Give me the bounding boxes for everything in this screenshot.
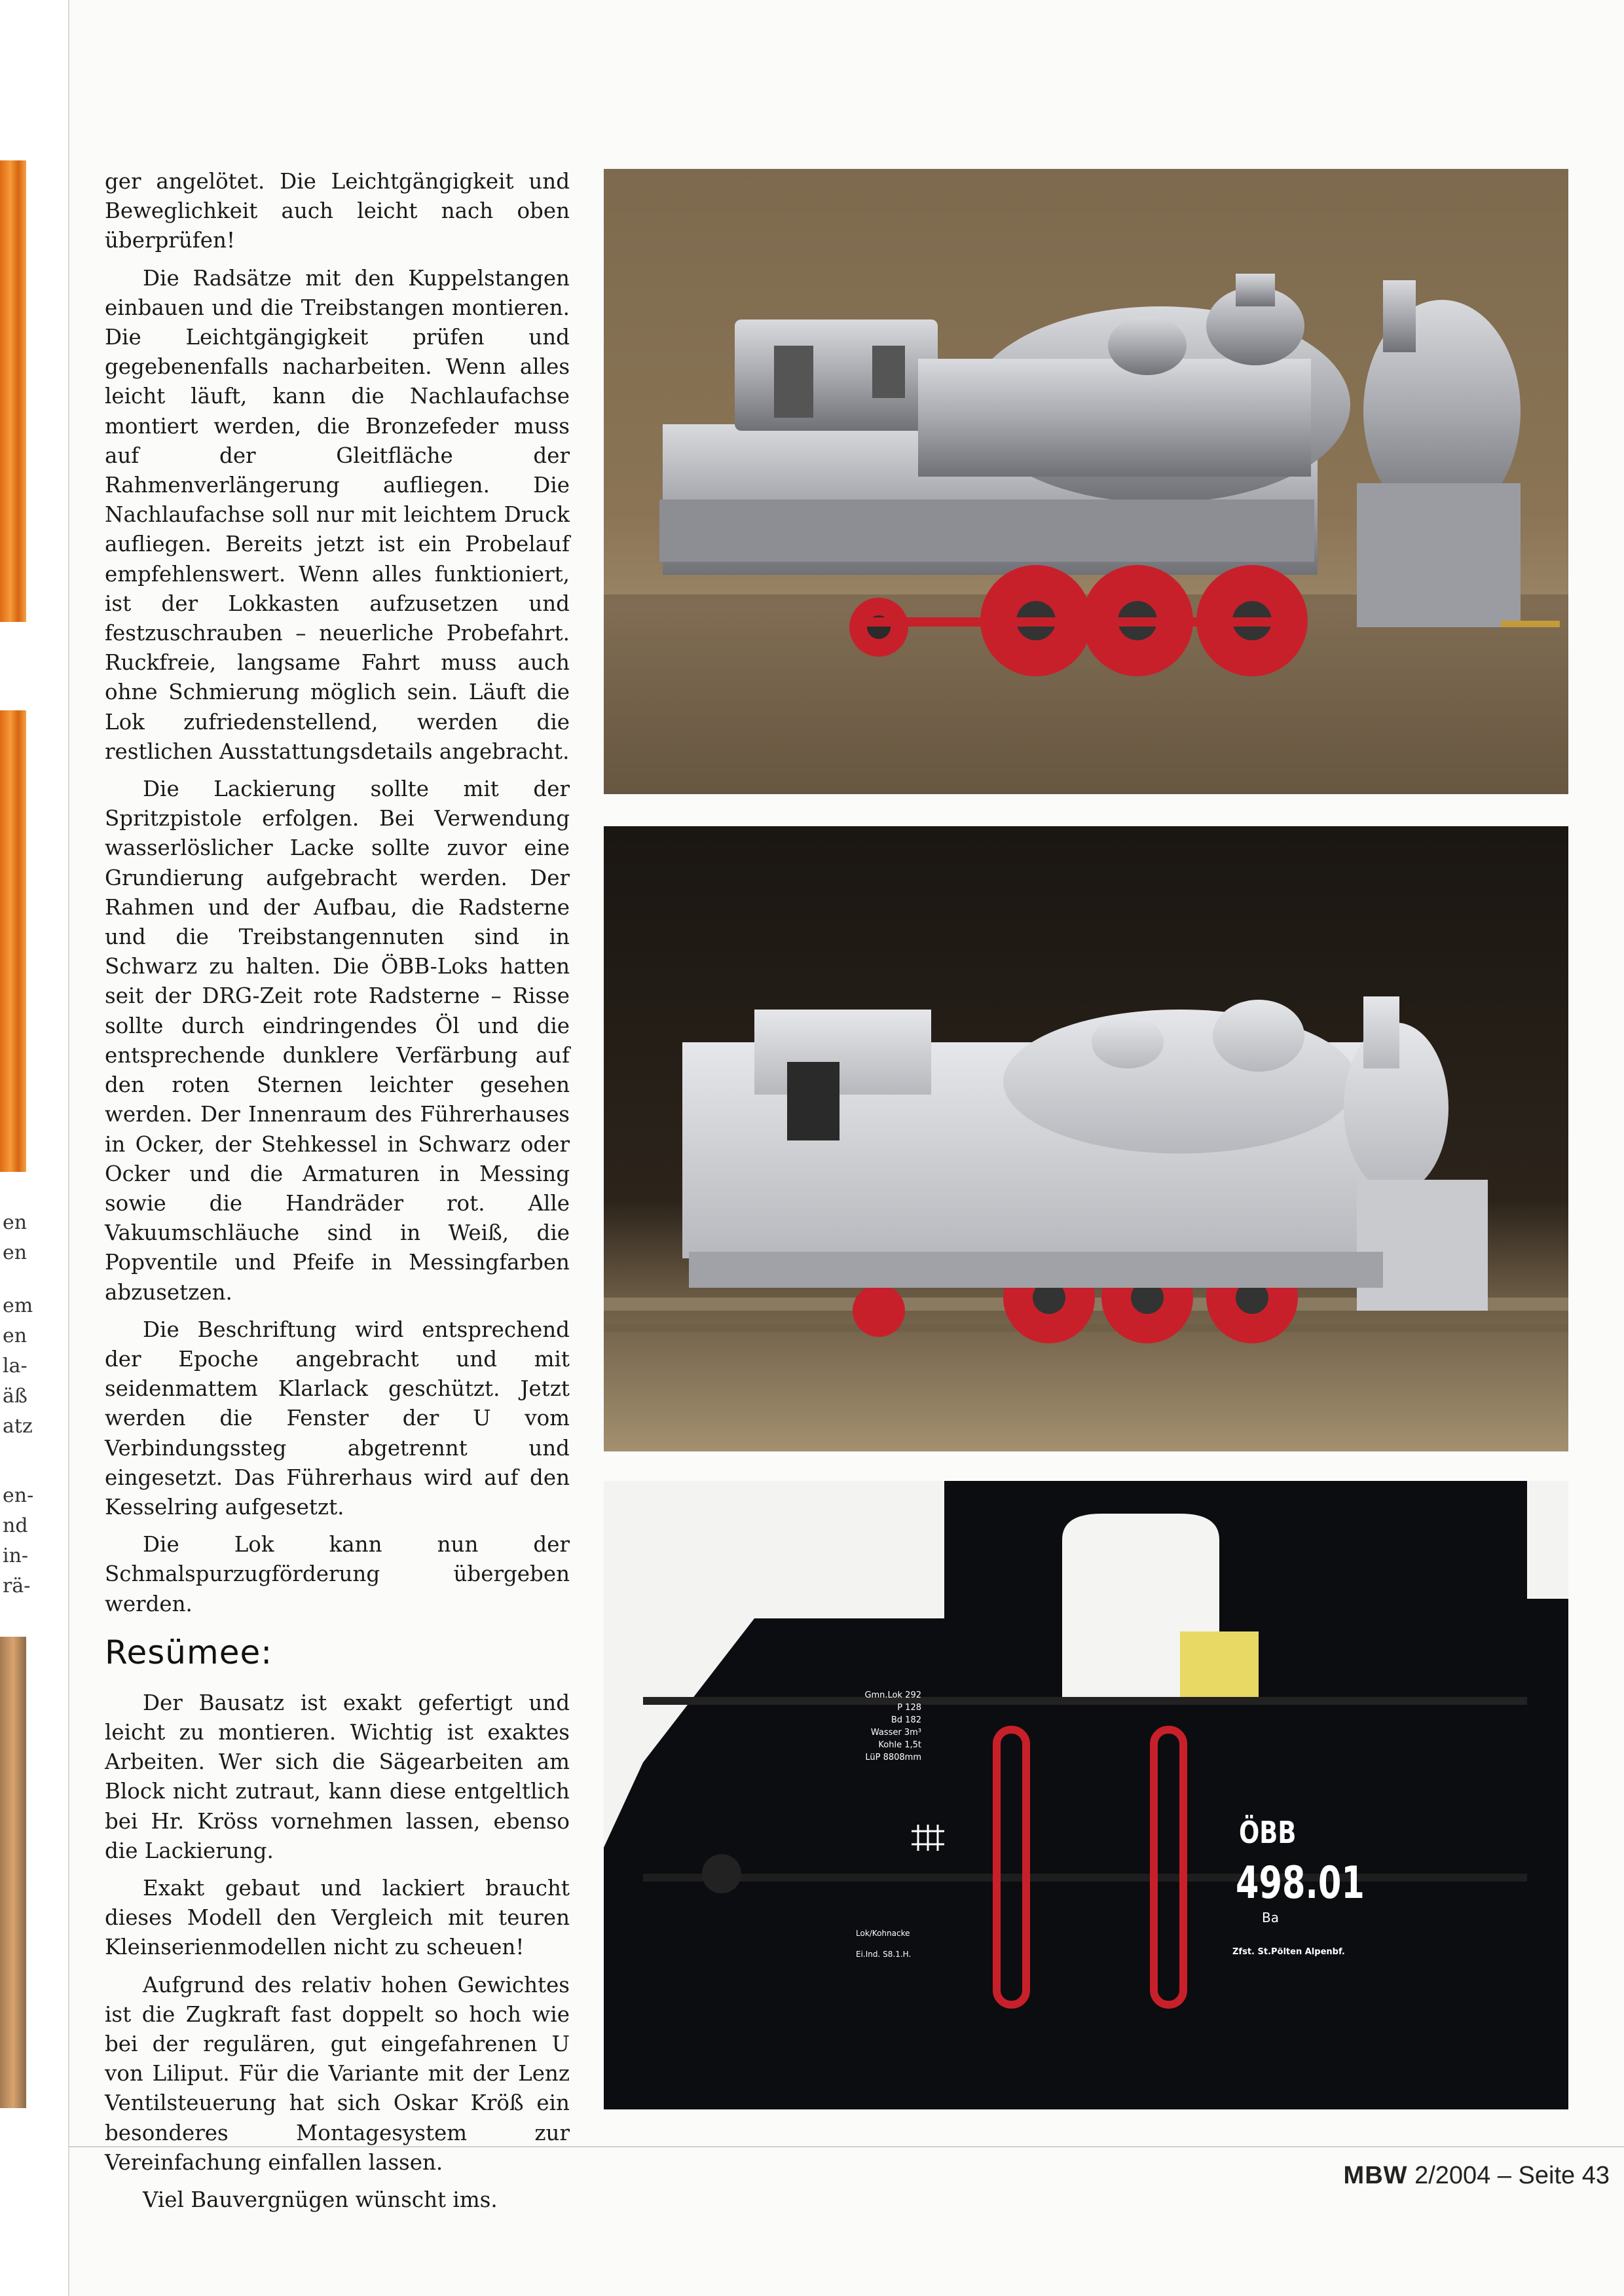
photo-unpainted-locomotive xyxy=(604,169,1568,794)
previous-page-text-fragment: atz xyxy=(3,1415,33,1438)
cab-operator-lettering: ÖBB xyxy=(1239,1815,1297,1850)
previous-page-text-fragment: la- xyxy=(3,1355,28,1377)
section-heading: Resümee: xyxy=(105,1633,273,1671)
cab-data-line: Gmn.Lok 292 xyxy=(864,1690,921,1700)
previous-page-text-fragment: en xyxy=(3,1211,28,1234)
cab-class-suffix: Ba xyxy=(1262,1910,1279,1925)
cab-bottom-lettering xyxy=(856,1927,911,1960)
cab-bottom-line: Lok/Kohnacke xyxy=(856,1929,910,1938)
red-wheel xyxy=(849,598,908,657)
previous-page-text-fragment: nd xyxy=(3,1514,28,1537)
previous-page-text-fragment: em xyxy=(3,1294,33,1317)
cab-data-line: Bd 182 xyxy=(891,1715,921,1725)
cab-data-line: LüP 8808mm xyxy=(865,1753,921,1762)
article-paragraph: Exakt gebaut und lackiert braucht dieses Modell den Vergleich mit teuren Kleinserienmodellen nicht zu scheuen! xyxy=(105,1875,570,1960)
previous-page-text-fragment: äß xyxy=(3,1385,28,1408)
footer-rule xyxy=(68,2146,1624,2147)
cab-data-line: Wasser 3m³ xyxy=(870,1728,921,1738)
previous-page-photo-middle xyxy=(0,710,26,1172)
article-paragraph: Die Lackierung sollte mit der Spritzpistole erfolgen. Bei Verwendung wasserlöslicher Lacke sollte zuvor eine Grundierung aufgebracht werden. Der Rahmen und der Aufbau, die Radsterne und die Treibstangennuten sind in Schwarz zu halten. Die ÖBB-Loks hatten seit der DRG-Zeit rote Radsterne – Risse sollte durch eindringendes Öl und die entsprechende dunklere Verfärbung auf den roten Sternen leichter gesehen werden. Der Innenraum des Führerhauses in Ocker, der Stehkessel in Schwarz oder Ocker und die Armaturen in Messing sowie die Handräder rot. Alle Vakuumschläuche sind in Weiß, die Popventile und Pfeife in Messingfarben abzusetzen. xyxy=(105,776,570,1305)
previous-page-strip xyxy=(0,0,69,2296)
cab-data-line: Kohle 1,5t xyxy=(878,1740,921,1750)
previous-page-text-fragment: en- xyxy=(3,1484,34,1507)
previous-page-text-fragment: rä- xyxy=(3,1575,31,1597)
article-paragraph: ger angelötet. Die Leichtgängigkeit und Beweglichkeit auch leicht nach oben überprüfen! xyxy=(105,169,570,253)
previous-page-text-fragment: en xyxy=(3,1324,28,1347)
cab-bottom-line: Ei.Ind. S8.1.H. xyxy=(856,1950,912,1959)
article-paragraph: Die Lok kann nun der Schmalspurzugförderung übergeben werden. xyxy=(105,1532,570,1616)
article-paragraph: Der Bausatz ist exakt gefertigt und leicht zu montieren. Wichtig ist exaktes Arbeiten. Wer sich die Sägearbeiten am Block nicht zutraut, kann diese entgeltlich bei Hr. Kröss vornehmen lassen, ebenso die Lackierung. xyxy=(105,1690,570,1863)
previous-page-photo-top xyxy=(0,160,26,622)
cab-depot-lettering: Zfst. St.Pölten Alpenbf. xyxy=(1232,1947,1345,1957)
photo-black-cab-closeup xyxy=(604,1481,1568,2109)
article-paragraph: Viel Bauvergnügen wünscht ims. xyxy=(143,2187,498,2212)
page-footer xyxy=(1344,2162,1610,2190)
previous-page-text-fragment: in- xyxy=(3,1544,29,1567)
issue-page-info: 2/2004 – Seite 43 xyxy=(1414,2162,1610,2189)
cab-data-line: P 128 xyxy=(897,1703,921,1713)
article-paragraph: Die Beschriftung wird entsprechend der Epoche angebracht und mit seidenmattem Klarlack geschützt. Jetzt werden die Fenster der U vom Verbindungssteg abgetrennt und eingesetzt. Das Führerhaus wird auf den Kesselring aufgesetzt. xyxy=(105,1317,570,1520)
photo-primed-locomotive xyxy=(604,826,1568,1451)
previous-page-photo-bottom xyxy=(0,1637,26,2108)
cab-number-lettering: 498.01 xyxy=(1236,1857,1365,1909)
article-paragraph: Die Radsätze mit den Kuppelstangen einbauen und die Treibstangen montieren. Die Leichtgängigkeit prüfen und gegebenenfalls nacharbeiten. Wenn alles leicht läuft, kann die Nachlaufachse montiert werden, die Bronzefeder muss auf der Gleitfläche der Rahmenverlängerung aufliegen. Die Nachlaufachse soll nur mit leichtem Druck aufliegen. Bereits jetzt ist ein Probelauf empfehlenswert. Wenn alles funktioniert, ist der Lokkasten aufzusetzen und festzuschrauben – neuerliche Probefahrt. Ruckfreie, langsame Fahrt muss auch ohne Schmierung möglich sein. Läuft die Lok zufriedenstellend, werden die restlichen Ausstattungsdetails angebracht. xyxy=(105,265,570,764)
article-text-column xyxy=(105,167,570,2223)
previous-page-text-fragment: en xyxy=(3,1241,28,1264)
magazine-brand: MBW xyxy=(1343,2162,1408,2189)
article-paragraph: Aufgrund des relativ hohen Gewichtes ist die Zugkraft fast doppelt so hoch wie bei der regulären, gut eingefahrenen U von Liliput. Für die Variante mit der Lenz Ventilsteuerung hat sich Oskar Kröß ein besonderes Montagesystem zur Vereinfachung einfallen lassen. xyxy=(105,1972,570,2175)
cab-data-block xyxy=(856,1689,921,1764)
